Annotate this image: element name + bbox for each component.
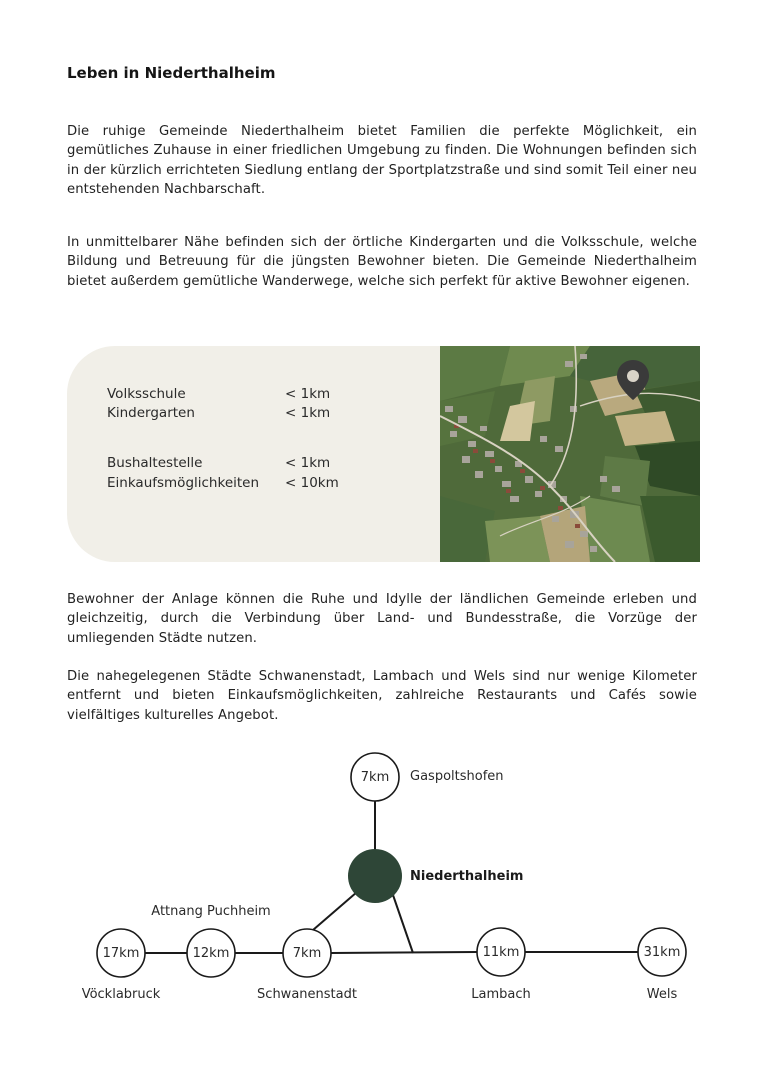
town-label: Gaspoltshofen	[410, 769, 504, 784]
node-distance: 7km	[292, 946, 322, 961]
town-label: Attnang Puchheim	[151, 904, 271, 919]
hub-label: Niederthalheim	[410, 869, 524, 884]
node-distance: 12km	[192, 946, 230, 961]
connector-line	[331, 952, 477, 953]
town-label: Vöcklabruck	[81, 987, 161, 1002]
cities-paragraph: Die nahegelegenen Städte Schwanenstadt, Lambach und Wels sind nur wenige Kilometer entfernt und bieten Einkaufsmöglichkeiten, zahlreiche Restaurants und Cafés sowie vielfältiges kulturelles Angebot.	[67, 669, 697, 723]
distance-panel	[67, 346, 467, 562]
page-title: Leben in Niederthalheim	[67, 64, 276, 82]
connection-paragraph: Bewohner der Anlage können die Ruhe und Idylle der ländlichen Gemeinde erleben und gleichzeitig, durch die Verbindung über Land- und Bundesstraße, die Vorzüge der umliegenden Städte nutzen.	[67, 592, 697, 646]
distance-value: < 1km	[285, 405, 331, 421]
node-distance: 17km	[102, 946, 140, 961]
node-distance: 11km	[482, 945, 520, 960]
distance-value: < 1km	[285, 455, 331, 471]
node-distance: 7km	[360, 770, 390, 785]
distance-label: Kindergarten	[107, 405, 195, 421]
distance-value: < 10km	[285, 475, 339, 491]
distance-label: Volksschule	[107, 386, 186, 402]
intro-paragraph: Die ruhige Gemeinde Niederthalheim bietet Familien die perfekte Möglichkeit, ein gemütliches Zuhause in einer friedlichen Umgebung zu finden. Die Wohnungen befinden sich in der kürzlich errichteten Siedlung entlang der Sportplatzstraße und sind somit Teil einer neu entstehenden Nachbarschaft.	[67, 124, 697, 197]
distance-label: Einkaufsmöglichkeiten	[107, 475, 260, 491]
connector-line	[393, 895, 413, 953]
distance-diagram	[0, 740, 764, 1030]
nearby-paragraph: In unmittelbarer Nähe befinden sich der örtliche Kindergarten und die Volksschule, welche Bildung und Betreuung für die jüngsten Bewohner bieten. Die Gemeinde Niederthalheim bietet außerdem gemütliche Wanderwege, welche sich perfekt für aktive Bewohner eigenen.	[67, 235, 697, 289]
connector-line	[313, 892, 357, 930]
node-distance: 31km	[643, 945, 681, 960]
hub-node	[348, 849, 402, 903]
town-label: Schwanenstadt	[257, 987, 357, 1002]
town-label: Lambach	[471, 987, 531, 1002]
distance-label: Bushaltestelle	[107, 455, 203, 471]
town-label: Wels	[646, 987, 678, 1002]
distance-value: < 1km	[285, 386, 331, 402]
aerial-map	[440, 346, 700, 562]
